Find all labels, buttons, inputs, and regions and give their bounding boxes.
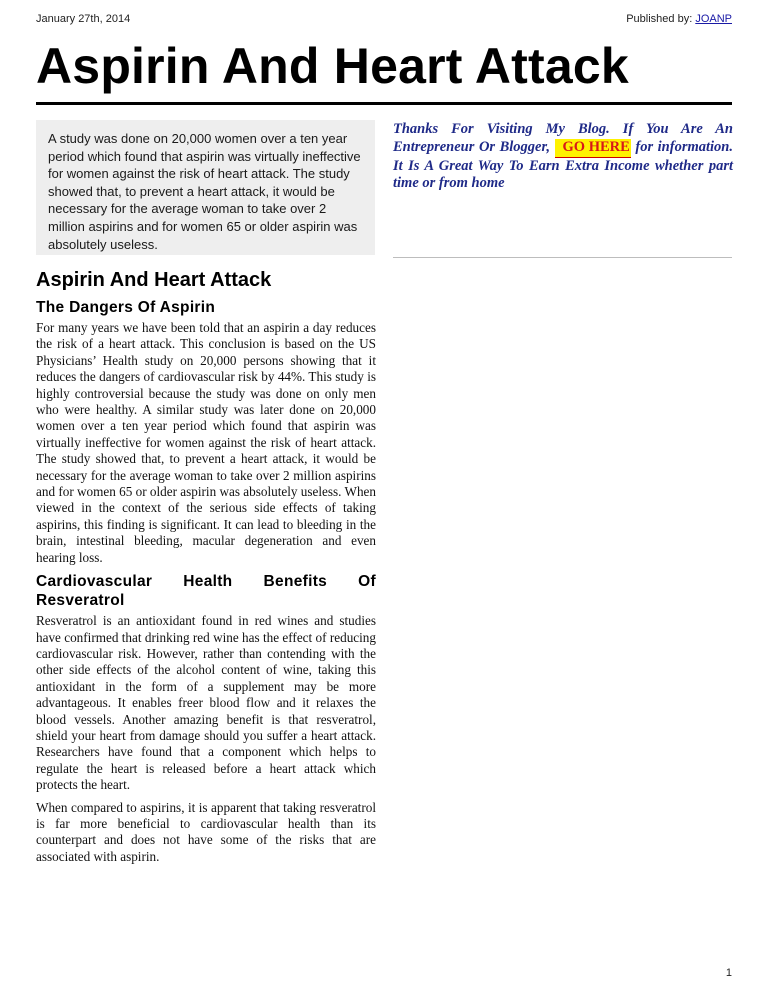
section-heading-resveratrol: Cardiovascular Health Benefits Of Resveratrol [36, 573, 376, 610]
section-heading-dangers: The Dangers Of Aspirin [36, 299, 216, 316]
paragraph-resveratrol-1: Resveratrol is an antioxidant found in red wines and studies have confirmed that drinking red wine has the effect of reducing cardiovascular risk. However, rather than contending with the other side effects of the alcohol content of wine, taking this antioxidant in the form of a supplement may be more advantageous. It enables freer blood flow and it relaxes the blood vessels. Another amazing benefit is that resveratrol, shield your heart from damage should you suffer a heart attack. Researchers have found that a component which helps to regulate the heart is released before a heart attack which protects the heart. [36, 613, 376, 793]
article-body [36, 268, 376, 871]
go-here-link[interactable]: GO HERE [555, 139, 631, 158]
title-divider [36, 102, 732, 105]
promo-block [393, 121, 733, 193]
publish-date: January 27th, 2014 [36, 13, 131, 25]
article-heading: Aspirin And Heart Attack [36, 269, 272, 291]
promo-text: Thanks For Visiting My Blog. If You Are An Entrepreneur Or Blogger, [393, 121, 733, 155]
promo-text-after: for information. It Is A Great Way To Earn Extra Income whether part time or from home [393, 138, 733, 192]
published-by [626, 13, 732, 25]
sidebar-divider [393, 257, 732, 258]
paragraph-resveratrol-2: When compared to aspirins, it is apparent that taking resveratrol is far more beneficial to cardiovascular health than its counterpart and does not have some of the risks that are associated with aspirin. [36, 799, 376, 864]
published-by-label: Published by: [626, 13, 696, 25]
summary-box: A study was done on 20,000 women over a ten year period which found that aspirin was virtually ineffective for women against the risk of heart attack. The study showed that, to prevent a heart attack, it would be necessary for the average woman to take over 2 million aspirins and for women 65 or older aspirin was absolutely useless. [36, 120, 375, 255]
author-link[interactable]: JOANP [695, 13, 732, 25]
page-title: Aspirin And Heart Attack [36, 38, 629, 94]
paragraph-dangers: For many years we have been told that an aspirin a day reduces the risk of a heart attack. This conclusion is based on the US Physicians’ Health study on 20,000 persons showing that it reduces the dangers of cardiovascular risk by 44%. This study is highly controversial because the study was done on only men who were healthy. A similar study was later done on 20,000 women over a ten year period which found that aspirin was virtually ineffective for women against the risk of heart attack. The study showed that, to prevent a heart attack, it would be necessary for the average woman to take over 2 million aspirins and for women 65 or older aspirin was absolutely useless. When viewed in the context of the serious side effects of taking aspirins, this finding is significant. It can lead to bleeding in the brain, intestinal bleeding, macular degeneration and even hearing loss. [36, 320, 376, 565]
page-number: 1 [725, 967, 732, 979]
